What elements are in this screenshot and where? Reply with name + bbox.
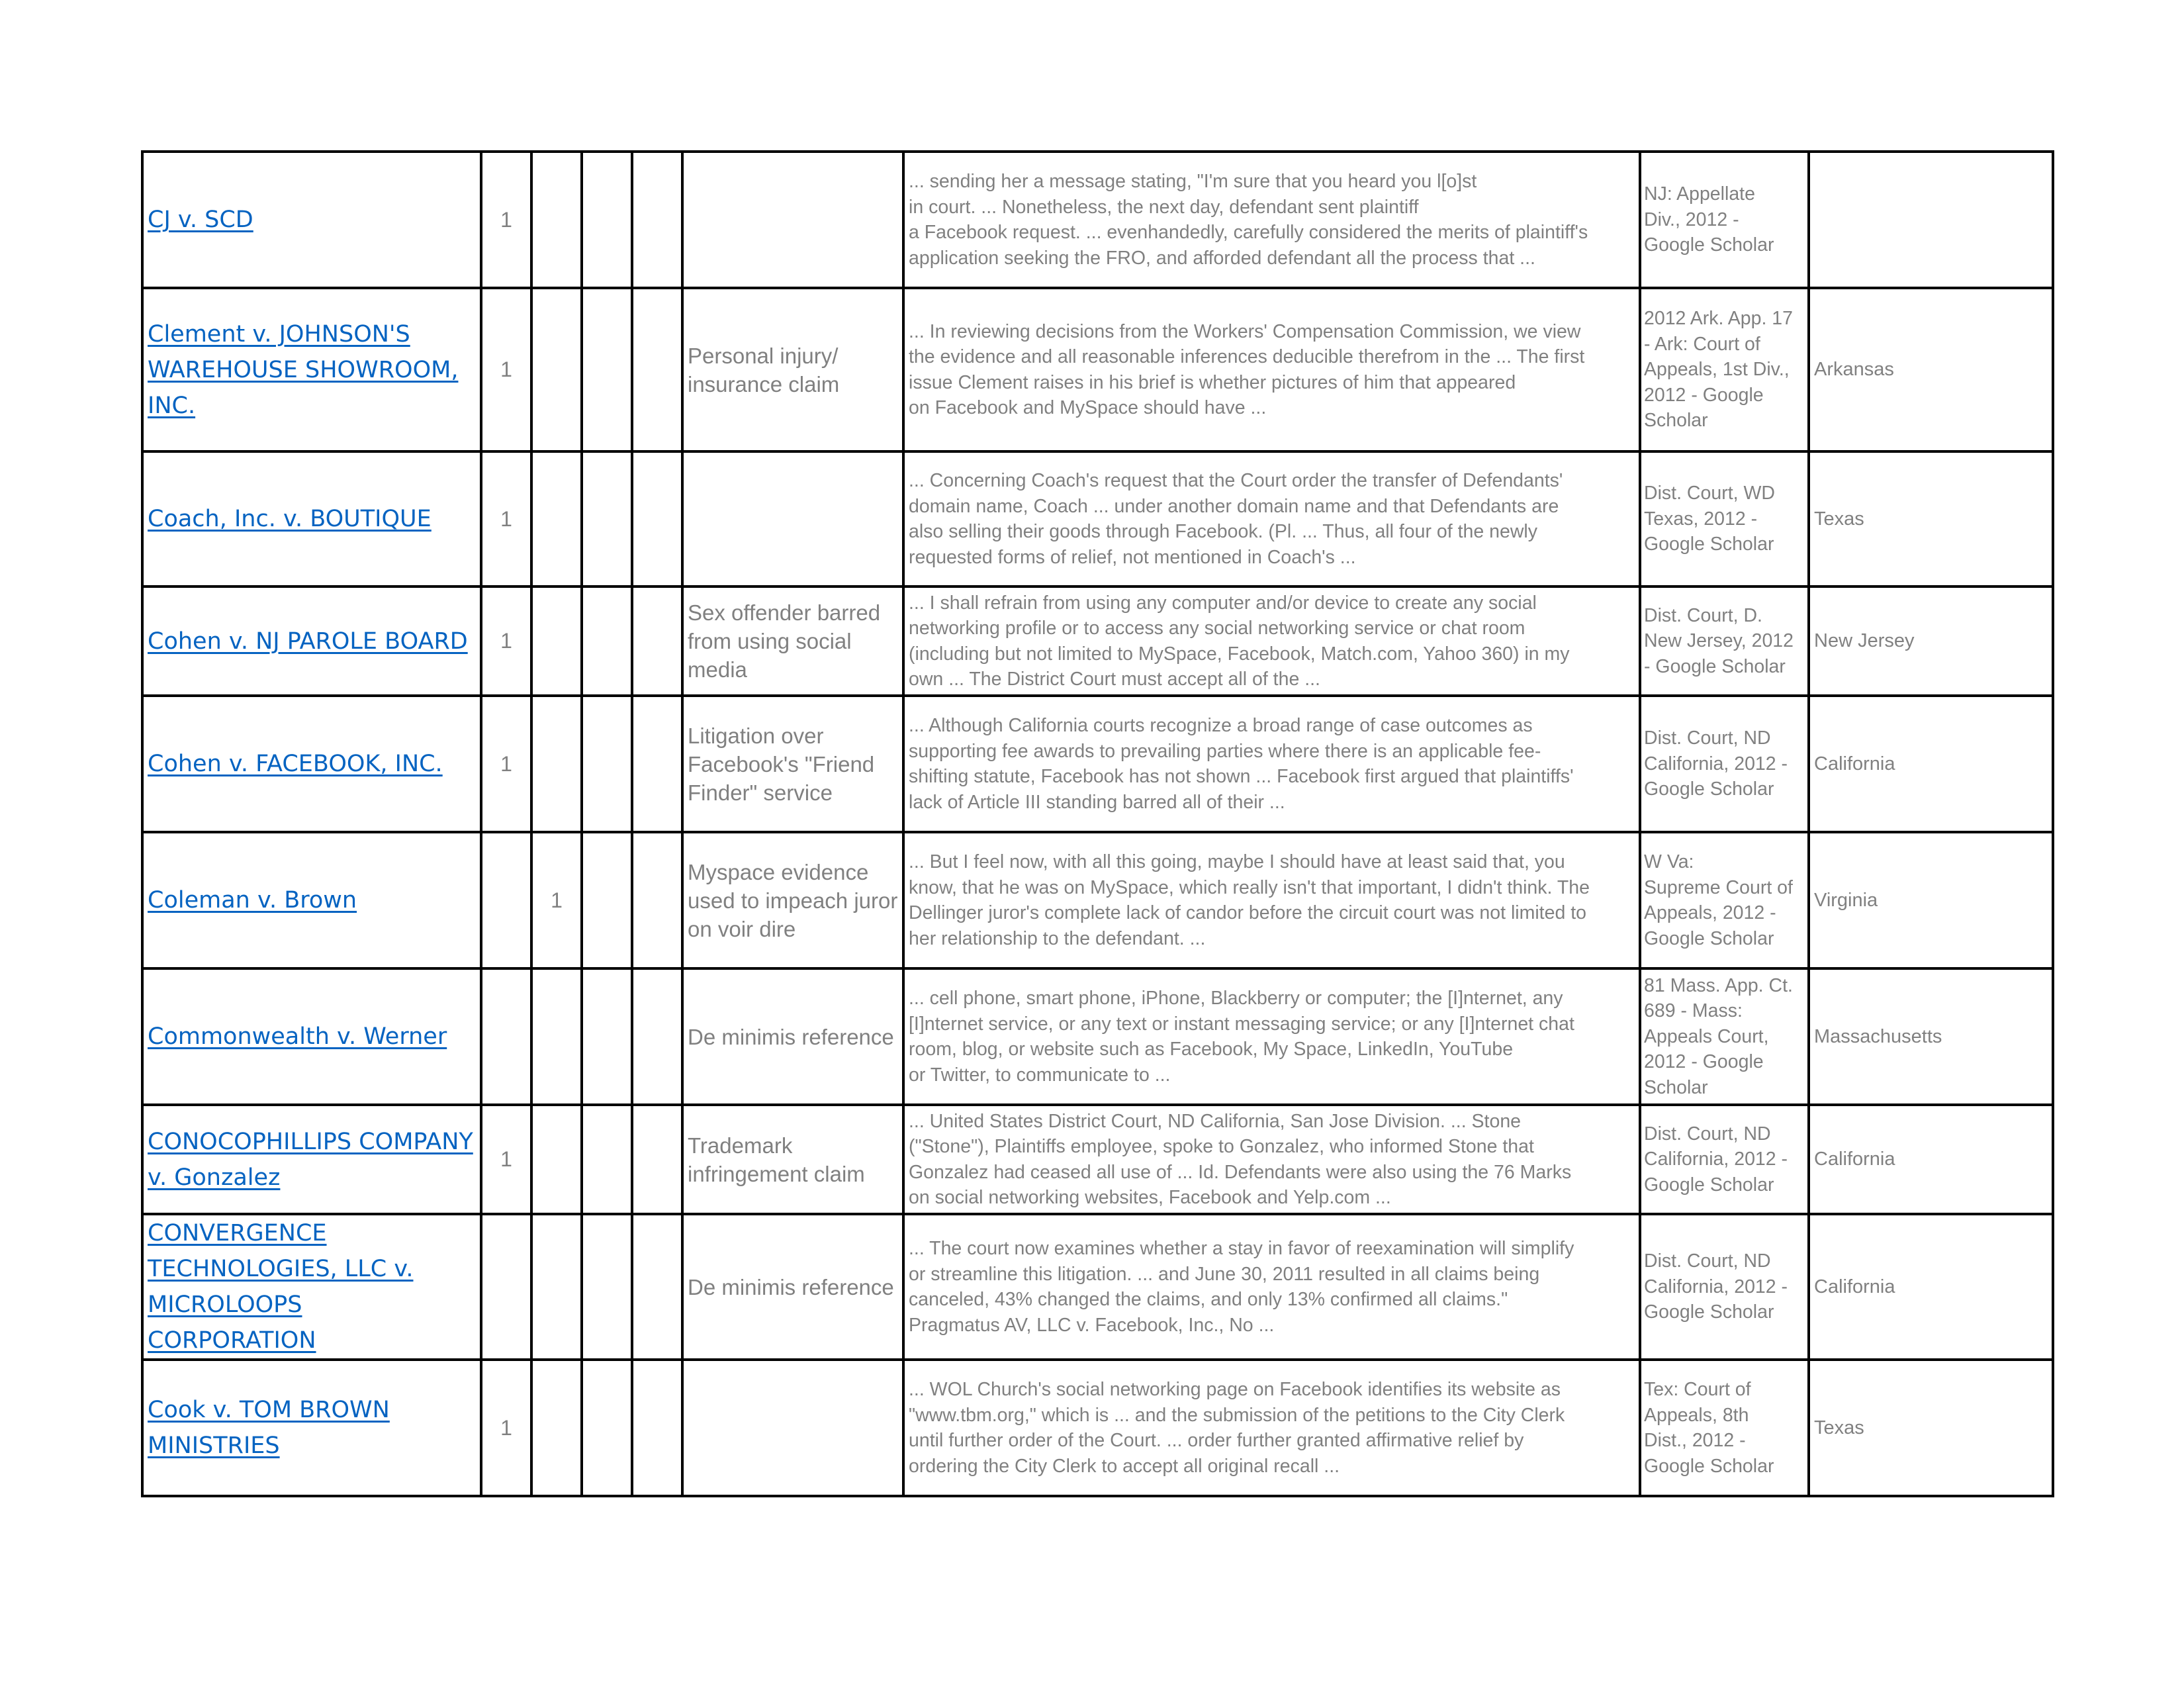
state-cell <box>1809 152 2053 288</box>
snippet-cell: ... I shall refrain from using any computer and/or device to create any social networking profile or to access any social networking service or chat room (including but not limited to MySpace, Facebook, Match.com, Yahoo 360) in my own ... The District Court must accept all of the ... <box>903 586 1640 696</box>
table-row <box>142 288 2053 451</box>
snippet-cell: ... In reviewing decisions from the Workers' Compensation Commission, we view the evidence and all reasonable inferences deducible therefrom in the ... The first issue Clement raises in his brief is whether pictures of him that appeared on Facebook and MySpace should have ... <box>903 288 1640 451</box>
count-cell-col3 <box>582 968 632 1105</box>
table-row <box>142 1214 2053 1360</box>
citation-cell: W Va: Supreme Court of Appeals, 2012 - Google Scholar <box>1640 832 1809 968</box>
case-name-cell <box>142 586 481 696</box>
citation-cell: NJ: Appellate Div., 2012 - Google Scholar <box>1640 152 1809 288</box>
count-cell-col4 <box>632 1360 682 1496</box>
count-cell-col2: 1 <box>531 832 582 968</box>
table-row <box>142 1105 2053 1214</box>
category-cell: Myspace evidence used to impeach juror on voir dire <box>682 832 903 968</box>
count-cell-col3 <box>582 288 632 451</box>
citation-cell: Dist. Court, D. New Jersey, 2012 - Google Scholar <box>1640 586 1809 696</box>
count-cell-col4 <box>632 1214 682 1360</box>
case-name-cell <box>142 968 481 1105</box>
case-link[interactable]: Cook v. TOM BROWN MINISTRIES <box>148 1397 390 1459</box>
count-cell-col4 <box>632 451 682 586</box>
case-table <box>141 150 2054 1497</box>
count-cell-col4 <box>632 152 682 288</box>
count-cell-col1: 1 <box>481 451 531 586</box>
count-cell-col3 <box>582 152 632 288</box>
state-cell: New Jersey <box>1809 586 2053 696</box>
state-cell: Texas <box>1809 1360 2053 1496</box>
count-cell-col3 <box>582 696 632 832</box>
case-link[interactable]: Coleman v. Brown <box>148 887 357 914</box>
case-name-cell <box>142 1360 481 1496</box>
category-cell: De minimis reference <box>682 968 903 1105</box>
table-row <box>142 968 2053 1105</box>
count-cell-col1: 1 <box>481 1105 531 1214</box>
case-name-cell <box>142 1105 481 1214</box>
snippet-cell: ... The court now examines whether a stay in favor of reexamination will simplify or streamline this litigation. ... and June 30, 2011 resulted in all claims being canceled, 43% changed the claims, and only 13% confirmed all claims." Pragmatus AV, LLC v. Facebook, Inc., No ... <box>903 1214 1640 1360</box>
snippet-cell: ... Concerning Coach's request that the Court order the transfer of Defendants' domain name, Coach ... under another domain name and that Defendants are also selling their goods through Facebook. (Pl. ... Thus, all four of the newly requested forms of relief, not mentioned in Coach's ... <box>903 451 1640 586</box>
count-cell-col3 <box>582 586 632 696</box>
snippet-cell: ... WOL Church's social networking page on Facebook identifies its website as "www.tbm.org," which is ... and the submission of the petitions to the City Clerk until further order of the Court. ... order further granted affirmative relief by ordering the City Clerk to accept all original recall ... <box>903 1360 1640 1496</box>
count-cell-col3 <box>582 1105 632 1214</box>
count-cell-col3 <box>582 451 632 586</box>
citation-cell: Dist. Court, ND California, 2012 - Google Scholar <box>1640 1105 1809 1214</box>
snippet-cell: ... But I feel now, with all this going, maybe I should have at least said that, you know, that he was on MySpace, which really isn't that important, I didn't think. The Dellinger juror's complete lack of candor before the circuit court was not limited to her relationship to the defendant. ... <box>903 832 1640 968</box>
category-cell: Sex offender barred from using social media <box>682 586 903 696</box>
case-link[interactable]: CJ v. SCD <box>148 207 253 233</box>
category-cell: Trademark infringement claim <box>682 1105 903 1214</box>
count-cell-col2 <box>531 288 582 451</box>
citation-cell: 81 Mass. App. Ct. 689 - Mass: Appeals Court, 2012 - Google Scholar <box>1640 968 1809 1105</box>
category-cell <box>682 451 903 586</box>
count-cell-col3 <box>582 1214 632 1360</box>
state-cell: California <box>1809 1214 2053 1360</box>
count-cell-col1: 1 <box>481 586 531 696</box>
citation-cell: Dist. Court, WD Texas, 2012 - Google Scholar <box>1640 451 1809 586</box>
count-cell-col1: 1 <box>481 288 531 451</box>
count-cell-col4 <box>632 968 682 1105</box>
case-name-cell <box>142 152 481 288</box>
case-name-cell <box>142 288 481 451</box>
count-cell-col4 <box>632 696 682 832</box>
citation-cell: 2012 Ark. App. 17 - Ark: Court of Appeals, 1st Div., 2012 - Google Scholar <box>1640 288 1809 451</box>
state-cell: Massachusetts <box>1809 968 2053 1105</box>
case-link[interactable]: CONOCOPHILLIPS COMPANY v. Gonzalez <box>148 1128 473 1191</box>
case-link[interactable]: Commonwealth v. Werner <box>148 1023 447 1050</box>
category-cell: Personal injury/ insurance claim <box>682 288 903 451</box>
case-name-cell <box>142 451 481 586</box>
count-cell-col2 <box>531 152 582 288</box>
count-cell-col2 <box>531 968 582 1105</box>
count-cell-col3 <box>582 1360 632 1496</box>
state-cell: Texas <box>1809 451 2053 586</box>
table-row <box>142 451 2053 586</box>
count-cell-col2 <box>531 1105 582 1214</box>
count-cell-col2 <box>531 696 582 832</box>
snippet-cell: ... cell phone, smart phone, iPhone, Blackberry or computer; the [I]nternet, any [I]nternet service, or any text or instant messaging service; or any [I]nternet chat room, blog, or website such as Facebook, My Space, LinkedIn, YouTube or Twitter, to communicate to ... <box>903 968 1640 1105</box>
category-cell <box>682 152 903 288</box>
category-cell <box>682 1360 903 1496</box>
case-link[interactable]: CONVERGENCE TECHNOLOGIES, LLC v. MICROLOOPS CORPORATION <box>148 1220 414 1354</box>
count-cell-col1: 1 <box>481 152 531 288</box>
case-name-cell <box>142 696 481 832</box>
table-row <box>142 696 2053 832</box>
category-cell: De minimis reference <box>682 1214 903 1360</box>
count-cell-col1 <box>481 832 531 968</box>
case-link[interactable]: Cohen v. NJ PAROLE BOARD <box>148 628 468 655</box>
case-name-cell <box>142 832 481 968</box>
table-row <box>142 832 2053 968</box>
case-name-cell <box>142 1214 481 1360</box>
count-cell-col2 <box>531 1360 582 1496</box>
count-cell-col1: 1 <box>481 1360 531 1496</box>
table-row <box>142 1360 2053 1496</box>
case-link[interactable]: Clement v. JOHNSON'S WAREHOUSE SHOWROOM, INC. <box>148 320 459 419</box>
table-row <box>142 586 2053 696</box>
count-cell-col2 <box>531 1214 582 1360</box>
citation-cell: Dist. Court, ND California, 2012 - Google Scholar <box>1640 696 1809 832</box>
snippet-cell: ... United States District Court, ND California, San Jose Division. ... Stone ("Stone"), Plaintiffs employee, spoke to Gonzalez, who informed Stone that Gonzalez had ceased all use of ... Id. Defendants were also using the 76 Marks on social networking websites, Facebook and Yelp.com ... <box>903 1105 1640 1214</box>
state-cell: Arkansas <box>1809 288 2053 451</box>
state-cell: California <box>1809 696 2053 832</box>
count-cell-col1 <box>481 1214 531 1360</box>
count-cell-col1: 1 <box>481 696 531 832</box>
count-cell-col3 <box>582 832 632 968</box>
count-cell-col4 <box>632 288 682 451</box>
citation-cell: Tex: Court of Appeals, 8th Dist., 2012 - Google Scholar <box>1640 1360 1809 1496</box>
citation-cell: Dist. Court, ND California, 2012 - Google Scholar <box>1640 1214 1809 1360</box>
category-cell: Litigation over Facebook's "Friend Finder" service <box>682 696 903 832</box>
snippet-cell: ... Although California courts recognize a broad range of case outcomes as supporting fee awards to prevailing parties where there is an applicable fee- shifting statute, Facebook has not shown ... Facebook first argued that plaintiffs' lack of Article III standing barred all of their ... <box>903 696 1640 832</box>
count-cell-col2 <box>531 586 582 696</box>
count-cell-col2 <box>531 451 582 586</box>
state-cell: Virginia <box>1809 832 2053 968</box>
count-cell-col4 <box>632 832 682 968</box>
state-cell: California <box>1809 1105 2053 1214</box>
count-cell-col1 <box>481 968 531 1105</box>
case-link[interactable]: Coach, Inc. v. BOUTIQUE <box>148 506 432 532</box>
count-cell-col4 <box>632 586 682 696</box>
case-link[interactable]: Cohen v. FACEBOOK, INC. <box>148 751 443 777</box>
table-row <box>142 152 2053 288</box>
count-cell-col4 <box>632 1105 682 1214</box>
snippet-cell: ... sending her a message stating, "I'm sure that you heard you l[o]st in court. ... Nonetheless, the next day, defendant sent plaintiff a Facebook request. ... evenhandedly, carefully considered the merits of plaintiff's application seeking the FRO, and afforded defendant all the process that ... <box>903 152 1640 288</box>
